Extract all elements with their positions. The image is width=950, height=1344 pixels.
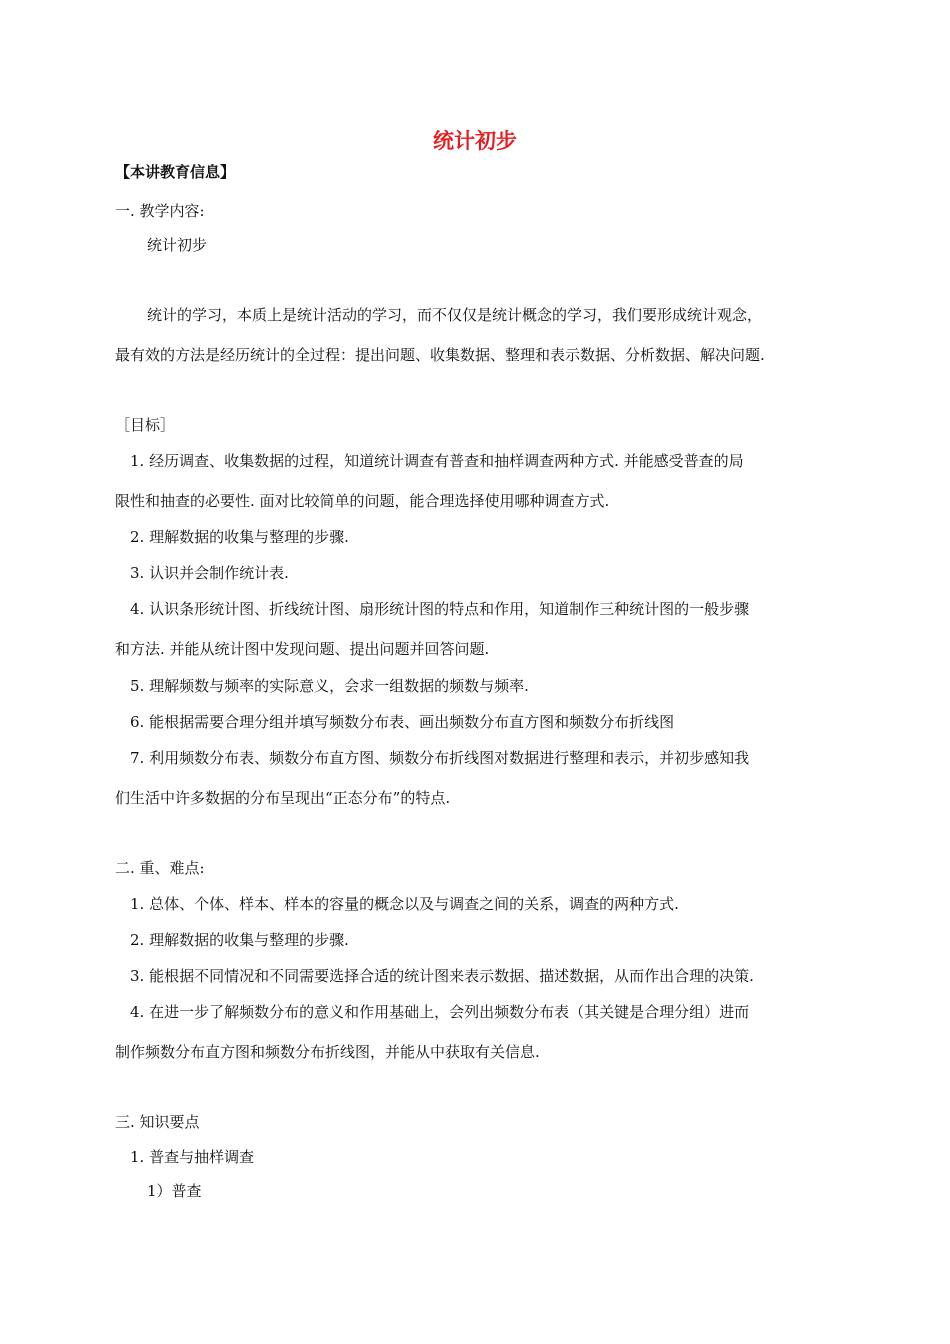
intro-paragraph-line-2: 最有效的方法是经历统计的全过程：提出问题、收集数据、整理和表示数据、分析数据、解决问题.: [115, 346, 765, 364]
goal-item-7-line-1: 7. 利用频数分布表、频数分布直方图、频数分布折线图对数据进行整理和表示，并初步感知我: [130, 749, 750, 767]
document-title: 统计初步: [433, 129, 517, 153]
knowledge-subitem-1: 1）普查: [147, 1182, 202, 1200]
goal-item-6: 6. 能根据需要合理分组并填写频数分布表、画出频数分布直方图和频数分布折线图: [130, 713, 675, 731]
part3-heading: 三. 知识要点: [115, 1113, 200, 1131]
keypoint-item-1: 1. 总体、个体、样本、样本的容量的概念以及与调查之间的关系，调查的两种方式.: [130, 895, 679, 913]
goals-heading: ［目标］: [115, 416, 176, 434]
goal-item-5: 5. 理解频数与频率的实际意义，会求一组数据的频数与频率.: [130, 677, 529, 695]
goal-item-7-line-2: 们生活中许多数据的分布呈现出“正态分布”的特点.: [115, 789, 451, 807]
keypoint-item-3: 3. 能根据不同情况和不同需要选择合适的统计图来表示数据、描述数据，从而作出合理的决策.: [130, 967, 754, 985]
section-header: 【本讲教育信息】: [115, 163, 236, 181]
goal-item-3: 3. 认识并会制作统计表.: [130, 564, 289, 582]
intro-paragraph-line-1: 统计的学习，本质上是统计活动的学习，而不仅仅是统计概念的学习，我们要形成统计观念，: [147, 306, 763, 324]
part1-topic: 统计初步: [147, 236, 208, 254]
keypoint-item-2: 2. 理解数据的收集与整理的步骤.: [130, 931, 349, 949]
part1-heading: 一. 教学内容:: [115, 202, 205, 220]
part2-heading: 二. 重、难点:: [115, 859, 205, 877]
keypoint-item-4-line-1: 4. 在进一步了解频数分布的意义和作用基础上，会列出频数分布表（其关键是合理分组）进而: [130, 1003, 750, 1021]
keypoint-item-4-line-2: 制作频数分布直方图和频数分布折线图，并能从中获取有关信息.: [115, 1043, 540, 1061]
knowledge-item-1: 1. 普查与抽样调查: [130, 1148, 255, 1166]
goal-item-1-line-2: 限性和抽查的必要性. 面对比较简单的问题，能合理选择使用哪种调查方式.: [115, 492, 610, 510]
goal-item-4-line-2: 和方法. 并能从统计图中发现问题、提出问题并回答问题.: [115, 640, 490, 658]
goal-item-4-line-1: 4. 认识条形统计图、折线统计图、扇形统计图的特点和作用，知道制作三种统计图的一般步骤: [130, 600, 750, 618]
goal-item-2: 2. 理解数据的收集与整理的步骤.: [130, 528, 349, 546]
goal-item-1-line-1: 1. 经历调查、收集数据的过程，知道统计调查有普查和抽样调查两种方式. 并能感受普查的局: [130, 452, 744, 470]
